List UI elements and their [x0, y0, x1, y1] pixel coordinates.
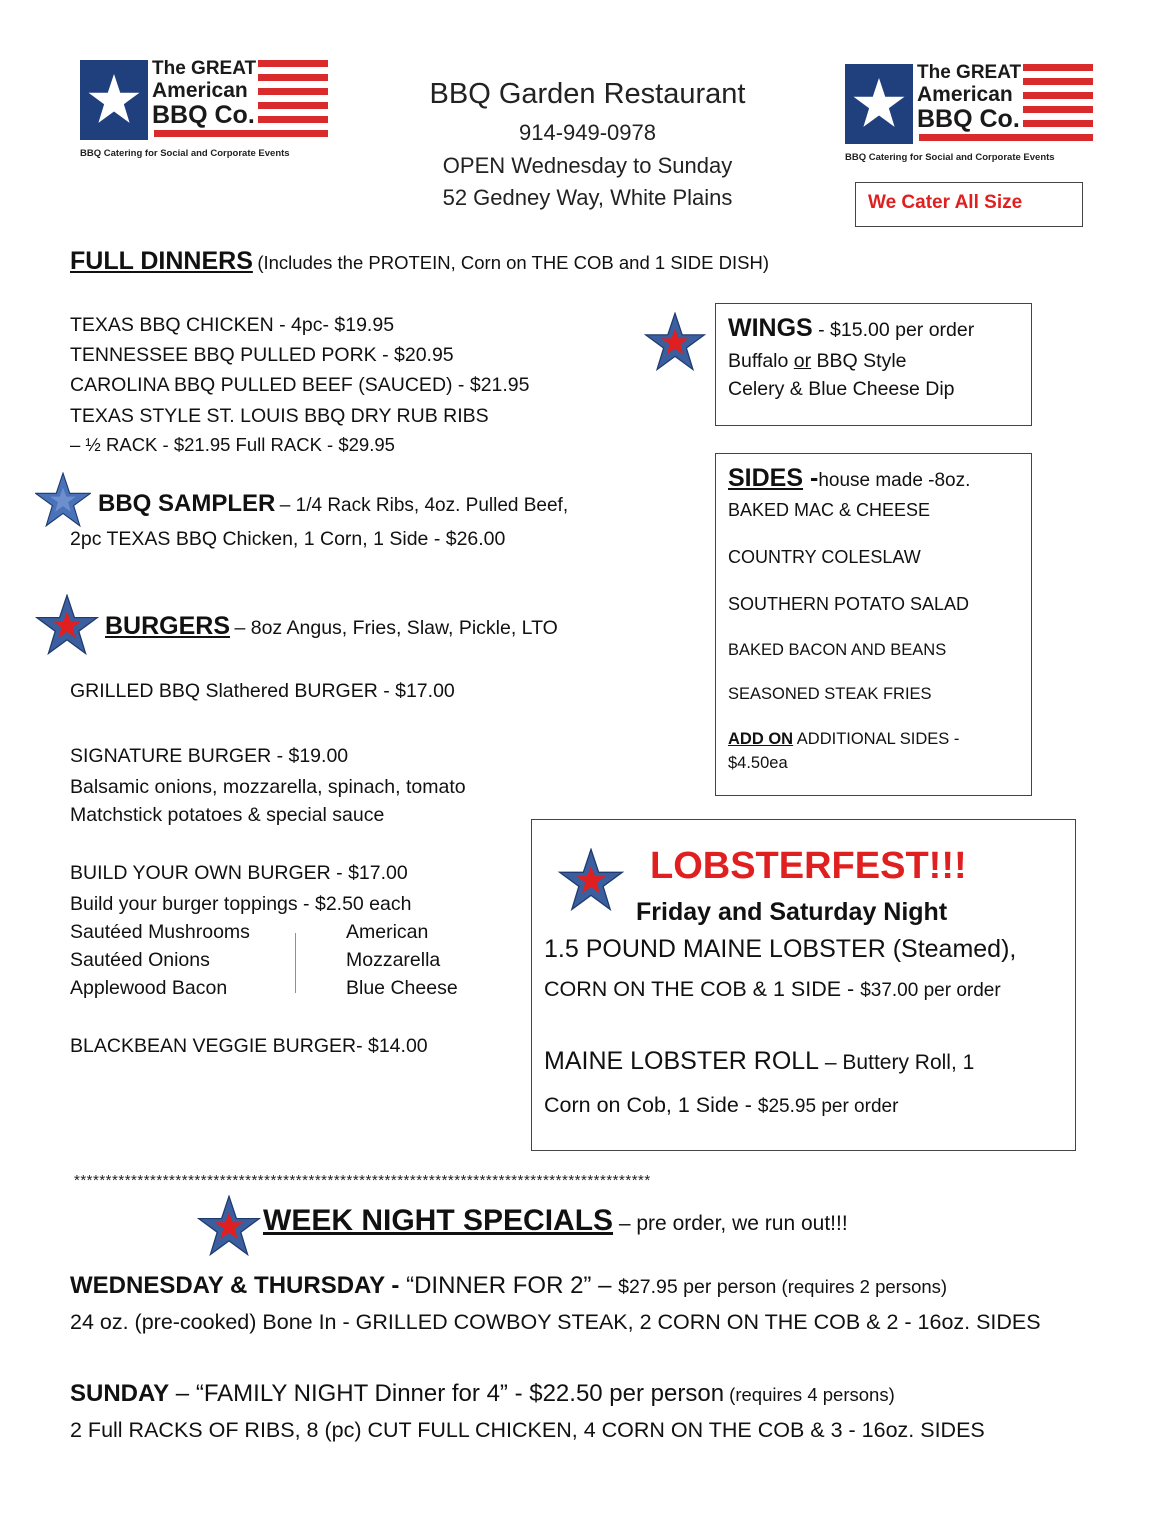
sun-requires: (requires 4 persons) [724, 1384, 895, 1405]
logo-flag-box [80, 60, 148, 140]
logo-star-icon [853, 77, 905, 129]
topping-right: American [346, 921, 429, 943]
wings-style-a: Buffalo [728, 350, 794, 372]
burger-signature-desc: Matchstick potatoes & special sauce [70, 804, 385, 826]
addon-label: ADD ON [728, 730, 794, 748]
lobster-item2 [544, 1047, 974, 1076]
sampler-desc: – 1/4 Rack Ribs, 4oz. Pulled Beef, [279, 495, 569, 516]
blue-star-icon [35, 472, 91, 528]
burgers-heading: BURGERS [105, 612, 231, 640]
dinner-item: – ½ RACK - $21.95 Full RACK - $29.95 [70, 434, 395, 455]
sampler-heading: BBQ SAMPLER [98, 490, 276, 517]
addon-text: ADDITIONAL SIDES - [793, 730, 960, 748]
sunday-special [70, 1380, 895, 1408]
wings-heading: WINGS [728, 314, 813, 342]
logo-tagline: BBQ Catering for Social and Corporate Events [80, 148, 290, 159]
sides-heading: SIDES [728, 464, 804, 492]
wednesday-special [70, 1272, 947, 1300]
asterisk-divider: ******************************************************************************************* [74, 1172, 651, 1189]
logo-line2: American [152, 79, 248, 102]
side-item: SOUTHERN POTATO SALAD [728, 594, 970, 614]
logo-line1: The GREAT [917, 62, 1022, 83]
lobster-item1: 1.5 POUND MAINE LOBSTER (Steamed), [544, 935, 1017, 963]
lobster-item2-line2 [544, 1093, 898, 1118]
lobsterfest-box [531, 819, 1076, 1151]
restaurant-hours: OPEN Wednesday to Sunday [442, 153, 733, 178]
patriot-star-icon [197, 1195, 261, 1257]
wed-quote: “DINNER FOR 2” – [406, 1272, 619, 1299]
burger-byo: BUILD YOUR OWN BURGER - $17.00 [70, 862, 408, 884]
lobster-item1-line2 [544, 977, 1001, 1002]
sides-header [728, 464, 970, 493]
sides-dash: - [803, 464, 819, 492]
burger-signature: SIGNATURE BURGER - $19.00 [70, 745, 349, 767]
topping-left: Sautéed Onions [70, 949, 210, 971]
sampler-line1 [98, 490, 568, 518]
dinner-item: TEXAS BBQ CHICKEN - 4pc- $19.95 [70, 314, 395, 336]
patriot-star-icon [557, 848, 625, 912]
wings-box [715, 303, 1032, 426]
lobsterfest-heading: LOBSTERFEST!!! [650, 845, 967, 887]
wings-line3: Celery & Blue Cheese Dip [728, 378, 955, 400]
restaurant-address: 52 Gedney Way, White Plains [442, 185, 733, 210]
lobster-item2-sides: Corn on Cob, 1 Side - [544, 1093, 758, 1117]
full-dinners-header [70, 247, 769, 276]
patriot-star-icon [643, 312, 707, 372]
wings-style-b: BBQ Style [811, 350, 907, 372]
lobster-item1-price: $37.00 per order [860, 980, 1001, 1001]
restaurant-title: BBQ Garden Restaurant [429, 78, 746, 110]
wed-requires: (requires 2 persons) [776, 1276, 948, 1297]
dinner-item: CAROLINA BBQ PULLED BEEF (SAUCED) - $21.95 [70, 374, 530, 396]
patriot-star-icon [35, 594, 99, 656]
topping-right: Mozzarella [346, 949, 441, 971]
side-item: BAKED MAC & CHEESE [728, 500, 931, 520]
weeknight-header [263, 1204, 848, 1238]
lobster-item2-price: $25.95 per order [757, 1096, 899, 1117]
sampler-line2: 2pc TEXAS BBQ Chicken, 1 Corn, 1 Side - $26.00 [70, 528, 506, 550]
burger-veggie: BLACKBEAN VEGGIE BURGER- $14.00 [70, 1035, 428, 1057]
full-dinners-heading: FULL DINNERS [70, 247, 253, 275]
lobster-item2-name: MAINE LOBSTER ROLL [544, 1047, 820, 1075]
dinner-item: TEXAS STYLE ST. LOUIS BBQ DRY RUB RIBS [70, 405, 489, 427]
restaurant-phone: 914-949-0978 [518, 120, 656, 145]
wednesday-desc: 24 oz. (pre-cooked) Bone In - GRILLED COWBOY STEAK, 2 CORN ON THE COB & 2 - 16oz. SIDES [70, 1310, 1041, 1334]
burger-grilled: GRILLED BBQ Slathered BURGER - $17.00 [70, 680, 455, 702]
side-addon-price: $4.50ea [728, 754, 788, 772]
lobster-item1-sides: CORN ON THE COB & 1 SIDE - [544, 977, 861, 1001]
logo-tagline: BBQ Catering for Social and Corporate Events [845, 152, 1055, 163]
side-item: COUNTRY COLESLAW [728, 547, 921, 567]
topping-left: Applewood Bacon [70, 977, 228, 999]
wings-line2 [728, 350, 907, 373]
burger-signature-desc: Balsamic onions, mozzarella, spinach, tomato [70, 776, 466, 798]
logo-line3: BBQ Co. [917, 105, 1020, 133]
sunday-desc: 2 Full RACKS OF RIBS, 8 (pc) CUT FULL CHICKEN, 4 CORN ON THE COB & 3 - 16oz. SIDES [70, 1418, 985, 1442]
lobsterfest-days: Friday and Saturday Night [636, 898, 948, 926]
weeknight-note: – pre order, we run out!!! [613, 1212, 848, 1235]
logo-line1: The GREAT [152, 58, 257, 79]
logo-left [80, 60, 330, 170]
wed-price: $27.95 per person [618, 1276, 777, 1298]
burgers-header [105, 612, 558, 641]
logo-flag-box [845, 64, 913, 144]
burgers-desc: – 8oz Angus, Fries, Slaw, Pickle, LTO [234, 617, 558, 639]
wed-title: WEDNESDAY & THURSDAY - [70, 1272, 407, 1299]
side-addon [728, 730, 959, 749]
logo-right [845, 64, 1095, 174]
wings-style-or: or [793, 350, 812, 372]
sun-quote: – “FAMILY NIGHT Dinner for 4” - $22.50 per person [169, 1380, 725, 1407]
weeknight-heading: WEEK NIGHT SPECIALS [263, 1204, 614, 1237]
wings-price: - $15.00 per order [812, 319, 975, 341]
lobster-item2-desc: – Buttery Roll, 1 [819, 1051, 975, 1074]
dinner-item: TENNESSEE BBQ PULLED PORK - $20.95 [70, 344, 454, 366]
sides-box [715, 453, 1032, 796]
toppings-divider [295, 933, 296, 993]
topping-right: Blue Cheese [346, 977, 458, 999]
logo-line3: BBQ Co. [152, 101, 255, 129]
burger-byo-toppings: Build your burger toppings - $2.50 each [70, 893, 412, 915]
side-item: BAKED BACON AND BEANS [728, 641, 947, 659]
side-item: SEASONED STEAK FRIES [728, 685, 932, 703]
logo-line2: American [917, 83, 1013, 106]
logo-star-icon [88, 73, 140, 125]
topping-left: Sautéed Mushrooms [70, 921, 250, 943]
sun-title: SUNDAY [70, 1380, 170, 1407]
sides-note: house made -8oz. [818, 470, 971, 491]
cater-text: We Cater All Size [868, 192, 1023, 213]
full-dinners-note: (Includes the PROTEIN, Corn on THE COB and 1 SIDE DISH) [257, 252, 770, 273]
wings-line1 [728, 314, 974, 343]
cater-box [855, 182, 1083, 227]
